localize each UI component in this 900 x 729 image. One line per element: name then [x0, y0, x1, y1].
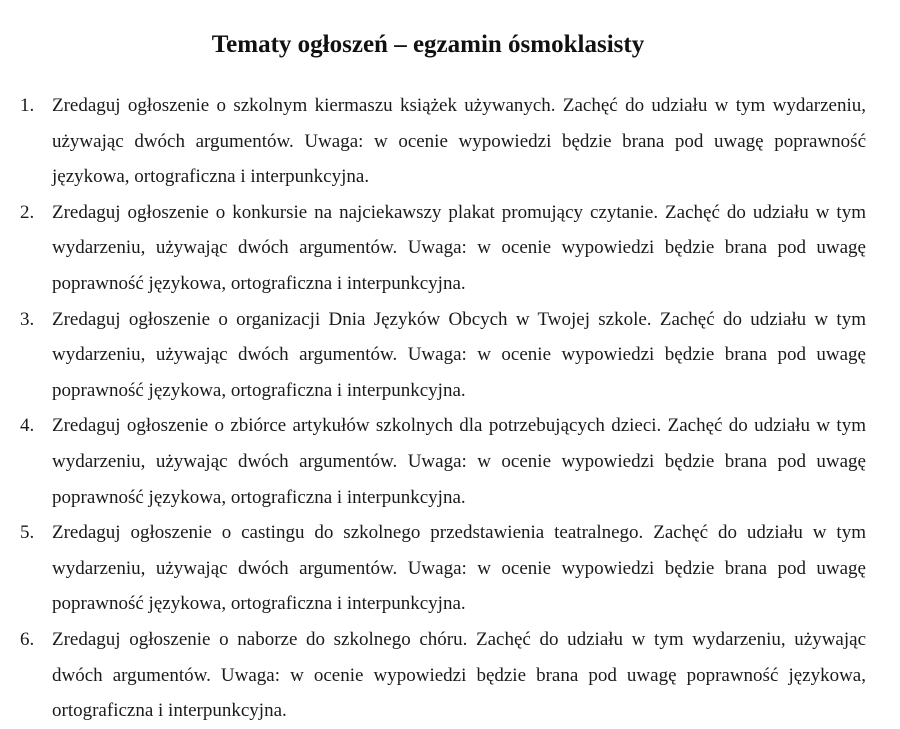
item-text: Zredaguj ogłoszenie o szkolnym kiermaszu książek używanych. Zachęć do udziału w tym wydarzeniu, używając dwóch argumentów. Uwaga: w ocenie wypowiedzi będzie brana pod uwagę poprawność językowa, ortograficzna i interpunkcyjna.: [52, 95, 866, 188]
item-number: 1.: [20, 95, 35, 116]
list-item: [0, 622, 866, 729]
list-item: [0, 88, 866, 195]
item-number: 4.: [20, 415, 35, 437]
list-item: [0, 408, 866, 515]
item-text: Zredaguj ogłoszenie o organizacji Dnia Języków Obcych w Twojej szkole. Zachęć do udziału w tym wydarzeniu, używając dwóch argumentów. Uwaga: w ocenie wypowiedzi będzie brana pod uwagę poprawność językowa, ortograficzna i interpunkcyjna.: [52, 308, 866, 401]
topics-list: [0, 88, 900, 729]
item-text: Zredaguj ogłoszenie o konkursie na najciekawszy plakat promujący czytanie. Zachęć do udziału w tym wydarzeniu, używając dwóch argumentów. Uwaga: w ocenie wypowiedzi będzie brana pod uwagę poprawność językowa, ortograficzna i interpunkcyjna.: [52, 201, 866, 294]
item-text: Zredaguj ogłoszenie o naborze do szkolnego chóru. Zachęć do udziału w tym wydarzeniu, używając dwóch argumentów. Uwaga: w ocenie wypowiedzi będzie brana pod uwagę poprawność językowa, ortograficzna i interpunkcyjna.: [52, 628, 866, 722]
list-item: [0, 302, 866, 409]
list-item: [0, 195, 866, 302]
item-text: Zredaguj ogłoszenie o zbiórce artykułów szkolnych dla potrzebujących dzieci. Zachęć do udziału w tym wydarzeniu, używając dwóch argumentów. Uwaga: w ocenie wypowiedzi będzie brana pod uwagę poprawność językowa, ortograficzna i interpunkcyjna.: [52, 415, 866, 508]
item-number: 2.: [20, 201, 35, 223]
item-text: Zredaguj ogłoszenie o castingu do szkolnego przedstawienia teatralnego. Zachęć do udziału w tym wydarzeniu, używając dwóch argumentów. Uwaga: w ocenie wypowiedzi będzie brana pod uwagę poprawność językowa, ortograficzna i interpunkcyjna.: [52, 522, 866, 615]
item-number: 5.: [20, 522, 35, 544]
item-number: 3.: [20, 308, 35, 330]
item-number: 6.: [20, 628, 35, 650]
list-item: [0, 515, 866, 622]
document-title: Tematy ogłoszeń – egzamin ósmoklasisty: [211, 30, 645, 58]
